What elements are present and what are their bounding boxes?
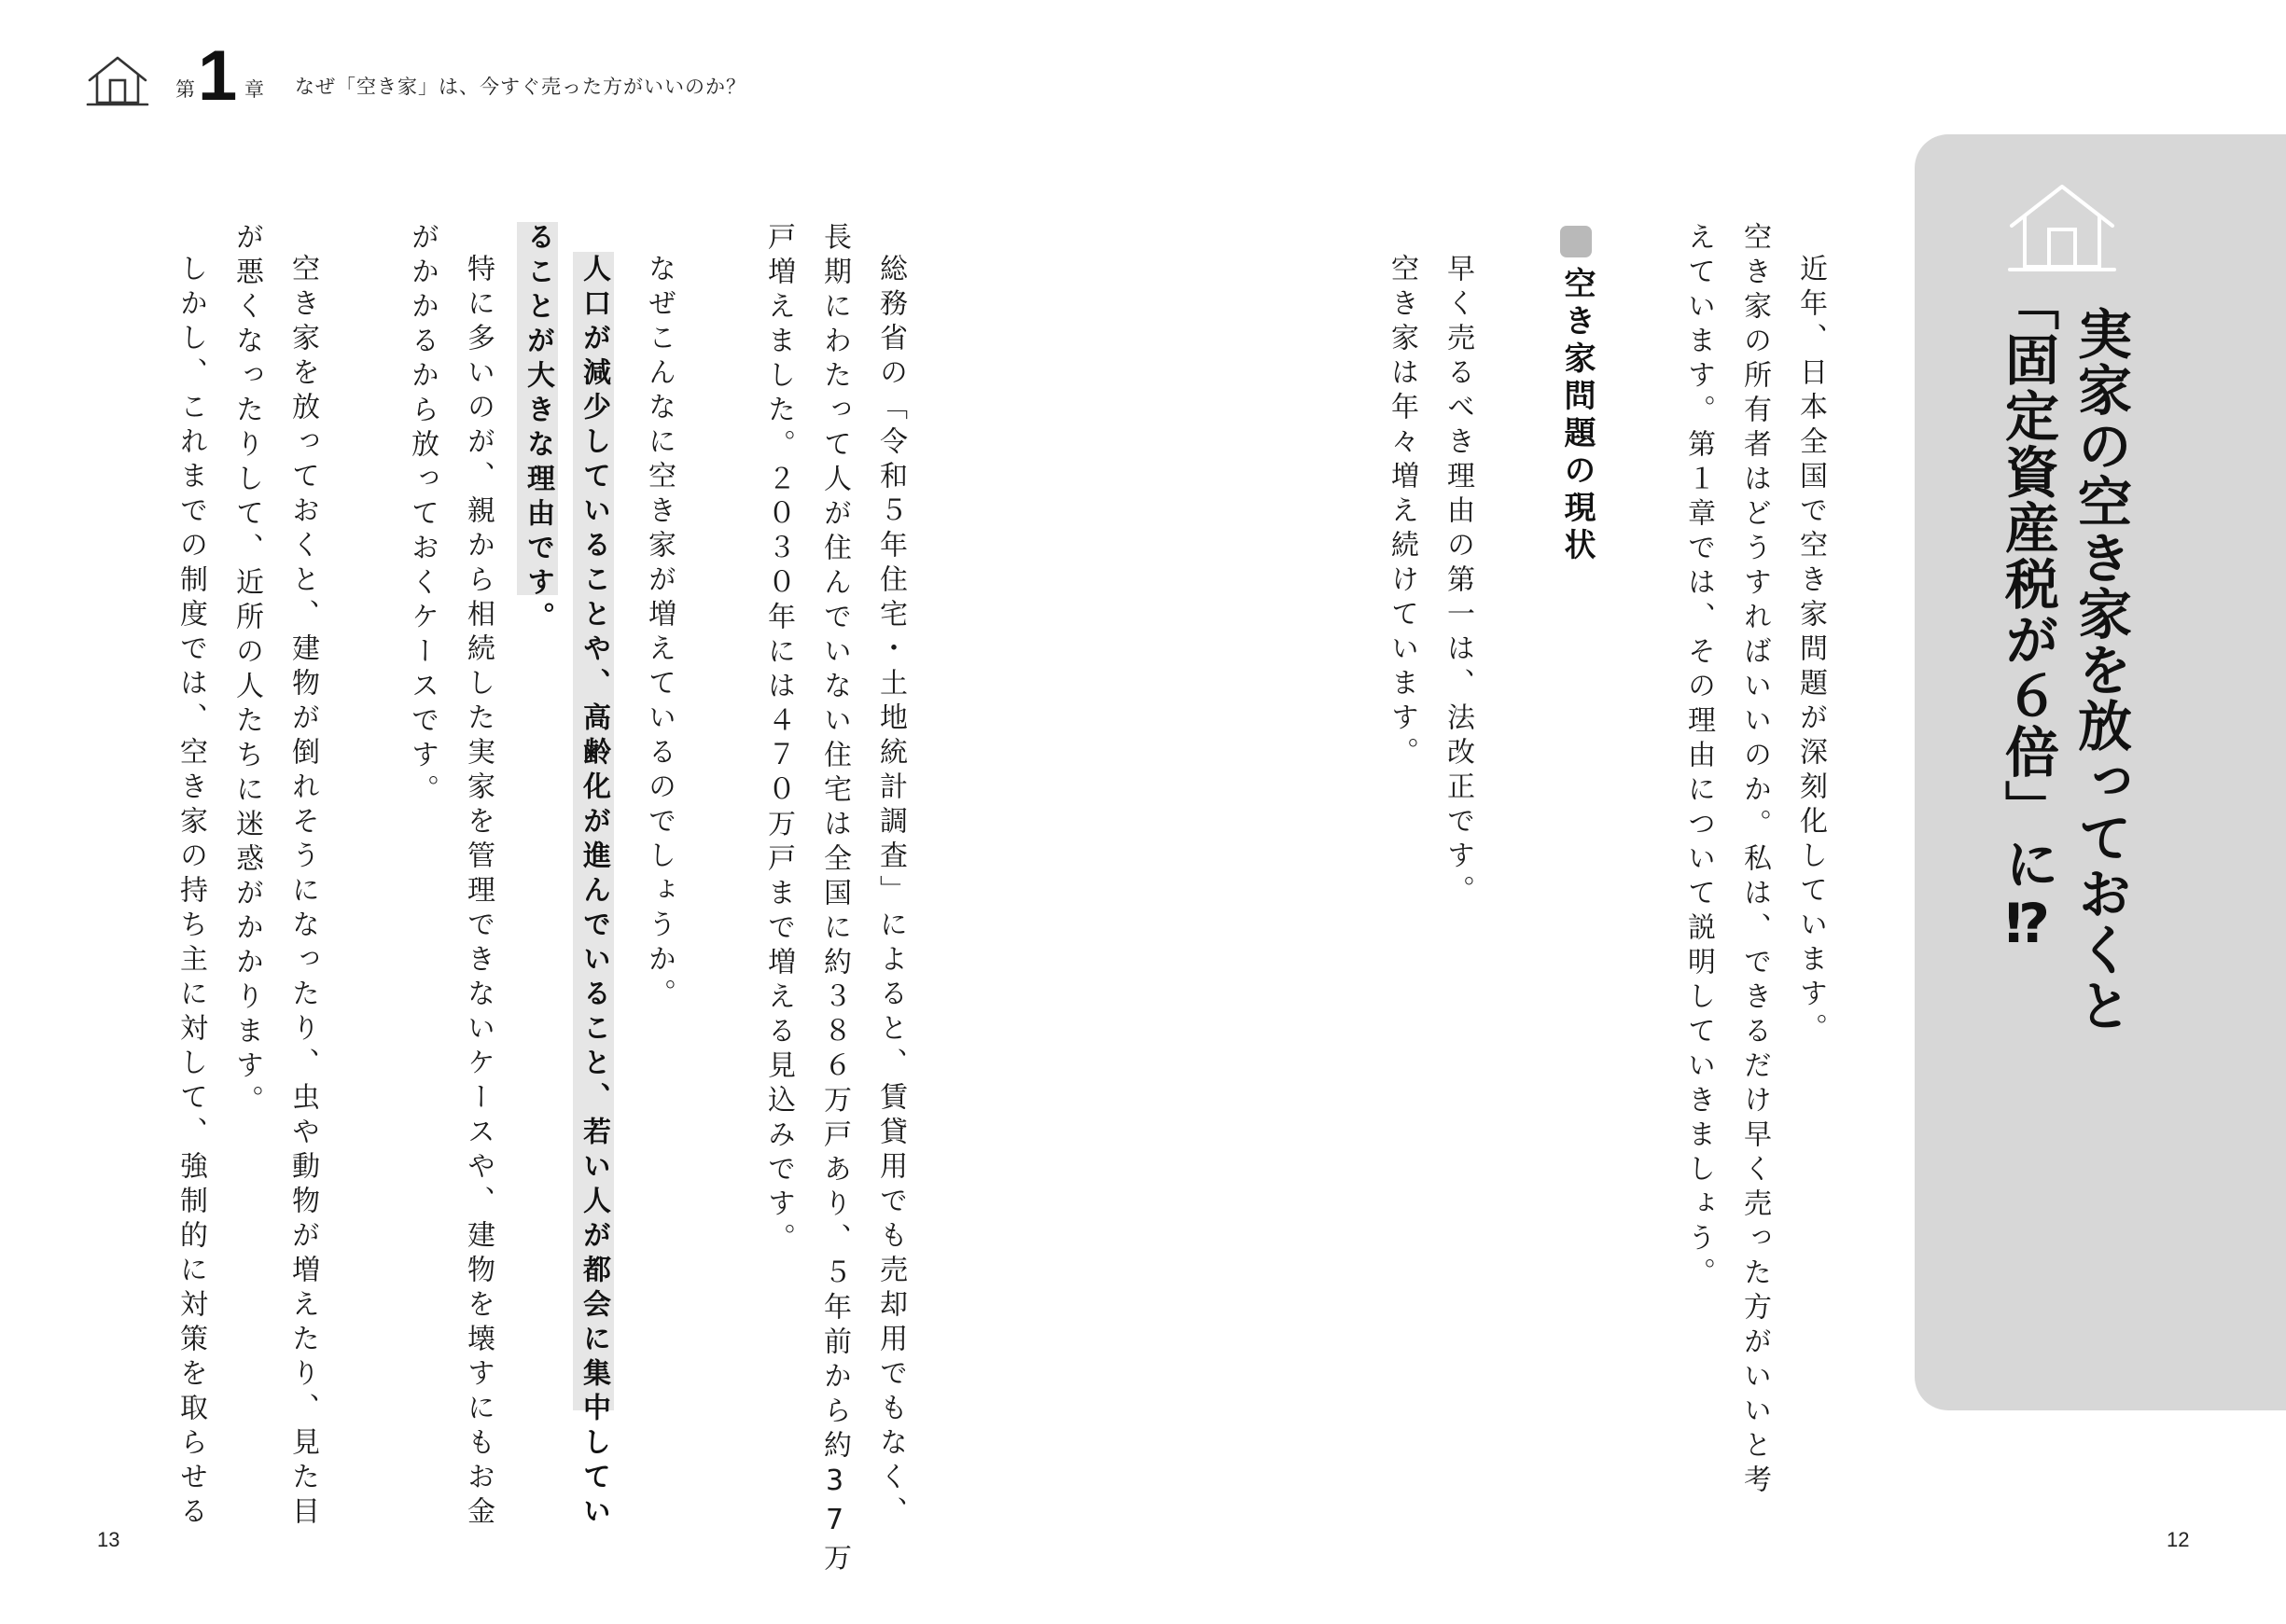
section-line-2: 空き家は年々増え続けています。 [1386,254,1418,771]
title-line-1: 実家の空き家を放っておくと [2069,306,2132,1034]
para1-line-2: 長期にわたって人が住んでいない住宅は全国に約３８６万戸あり、５年前から約37万 [818,222,851,1577]
page-number-right: 12 [2167,1528,2190,1551]
section-line-1: 早く売るべき理由の第一は、法改正です。 [1442,254,1474,909]
bold-line-2: ることが大きな理由です。 [522,222,554,636]
chapter-number: 1 [198,36,238,116]
para1-line-1: 総務省の「令和５年住宅・土地統計調査」によると、賃貸用でも売却用でもなく、 [874,254,907,1531]
para4-line-3: しかし、これまでの制度では、空き家の持ち主に対して、強制的に対策を取らせる [174,254,207,1531]
para4-line-1: 空き家を放っておくと、建物が倒れそうになったり、虫や動物が増えたり、見た目 [286,254,319,1531]
house-icon [2006,177,2118,276]
title-line-2: 「固定資産税が６倍」に⁉ [1996,276,2059,957]
intro-line-1: 近年、日本全国で空き家問題が深刻化しています。 [1794,254,1827,1048]
chapter-suffix: 章 [244,78,264,101]
section-marker [1560,226,1592,257]
para4-line-2: が悪くなったりして、近所の人たちに迷惑がかかります。 [230,222,263,1119]
house-icon [86,52,149,108]
section-heading: 空き家問題の現状 [1558,267,1596,565]
bold-line-1: 人口が減少していることや、高齢化が進んでいること、若い人が都会に集中してい [578,254,610,1531]
para2-line: なぜこんなに空き家が増えているのでしょうか。 [643,254,676,1013]
chapter-prefix: 第 [175,78,195,101]
chapter-title: なぜ「空き家」は、今すぐ売った方がいいのか？ [295,76,746,98]
para3-line-2: がかかるから放っておくケースです。 [406,222,439,809]
para3-line-1: 特に多いのが、親から相続した実家を管理できないケースや、建物を壊すにもお金 [462,254,495,1531]
intro-line-2: 空き家の所有者はどうすればいいのか。私は、できるだけ早く売った方がいいと考 [1738,222,1771,1499]
page-number-left: 13 [97,1528,120,1551]
intro-line-3: えています。第１章では、その理由について説明していきましょう。 [1682,222,1715,1292]
para1-line-3: 戸増えました。２０３０年には４７０万戸まで増える見込みです。 [762,222,795,1257]
